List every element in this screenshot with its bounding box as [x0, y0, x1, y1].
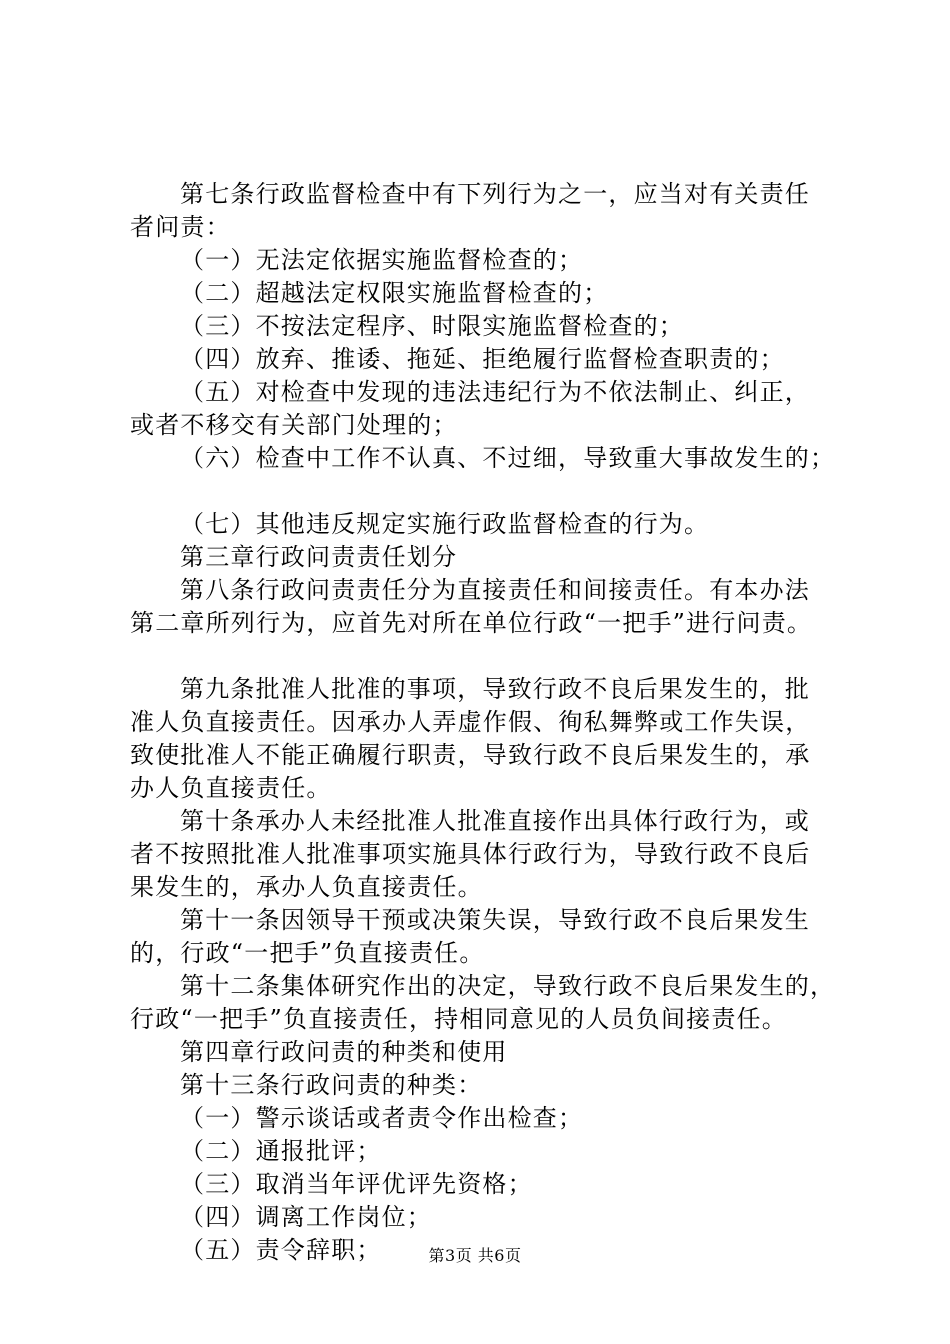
paragraph-line: 第七条行政监督检查中有下列行为之一，应当对有关责任: [180, 180, 810, 208]
paragraph-line: 准人负直接责任。因承办人弄虚作假、徇私舞弊或工作失误，: [130, 708, 811, 736]
paragraph-line: 第十二条集体研究作出的决定，导致行政不良后果发生的，: [180, 972, 836, 1000]
paragraph-line: 或者不移交有关部门处理的；: [130, 411, 458, 439]
blank-line: [130, 475, 850, 508]
list-item-line: （三）不按法定程序、时限实施监督检查的；: [180, 312, 684, 340]
paragraph-line: 第三章行政问责责任划分: [180, 543, 458, 571]
paragraph-line: 的，行政“一把手”负直接责任。: [130, 939, 485, 967]
paragraph-line: 致使批准人不能正确履行职责，导致行政不良后果发生的，承: [130, 741, 811, 769]
paragraph-line: 第九条批准人批准的事项，导致行政不良后果发生的，批: [180, 675, 810, 703]
list-item-line: （一）警示谈话或者责令作出检查；: [180, 1104, 584, 1132]
paragraph-line: 第四章行政问责的种类和使用: [180, 1038, 508, 1066]
document-body: [130, 178, 850, 1267]
paragraph-line: 第八条行政问责责任分为直接责任和间接责任。有本办法: [180, 576, 810, 604]
paragraph-line: 第十条承办人未经批准人批准直接作出具体行政行为，或: [180, 807, 810, 835]
paragraph-line: 者不按照批准人批准事项实施具体行政行为，导致行政不良后: [130, 840, 811, 868]
list-item-line: （二）通报批评；: [180, 1137, 382, 1165]
paragraph-line: 第十一条因领导干预或决策失误，导致行政不良后果发生: [180, 906, 810, 934]
paragraph-line: 者问责：: [130, 213, 231, 241]
page-footer: 第3页 共6页: [428, 1246, 522, 1265]
paragraph-line: 第二章所列行为，应首先对所在单位行政“一把手”进行问责。: [130, 609, 813, 637]
paragraph-line: 第十三条行政问责的种类：: [180, 1071, 483, 1099]
list-item-line: （三）取消当年评优评先资格；: [180, 1170, 533, 1198]
paragraph-line: 办人负直接责任。: [130, 774, 332, 802]
list-item-line: （四）放弃、推诿、拖延、拒绝履行监督检查职责的；: [180, 345, 785, 373]
paragraph-line: 果发生的，承办人负直接责任。: [130, 873, 483, 901]
list-item-line: （五）责令辞职；: [180, 1236, 382, 1264]
list-item-line: （四）调离工作岗位；: [180, 1203, 432, 1231]
paragraph-line: 行政“一把手”负直接责任，持相同意见的人员负间接责任。: [130, 1005, 787, 1033]
list-item-line: （二）超越法定权限实施监督检查的；: [180, 279, 609, 307]
list-item-line: （六）检查中工作不认真、不过细，导致重大事故发生的；: [180, 444, 836, 472]
list-item-line: （五）对检查中发现的违法违纪行为不依法制止、纠正，: [180, 378, 810, 406]
list-item-line: （七）其他违反规定实施行政监督检查的行为。: [180, 510, 710, 538]
list-item-line: （一）无法定依据实施监督检查的；: [180, 246, 584, 274]
blank-line: [130, 640, 850, 673]
